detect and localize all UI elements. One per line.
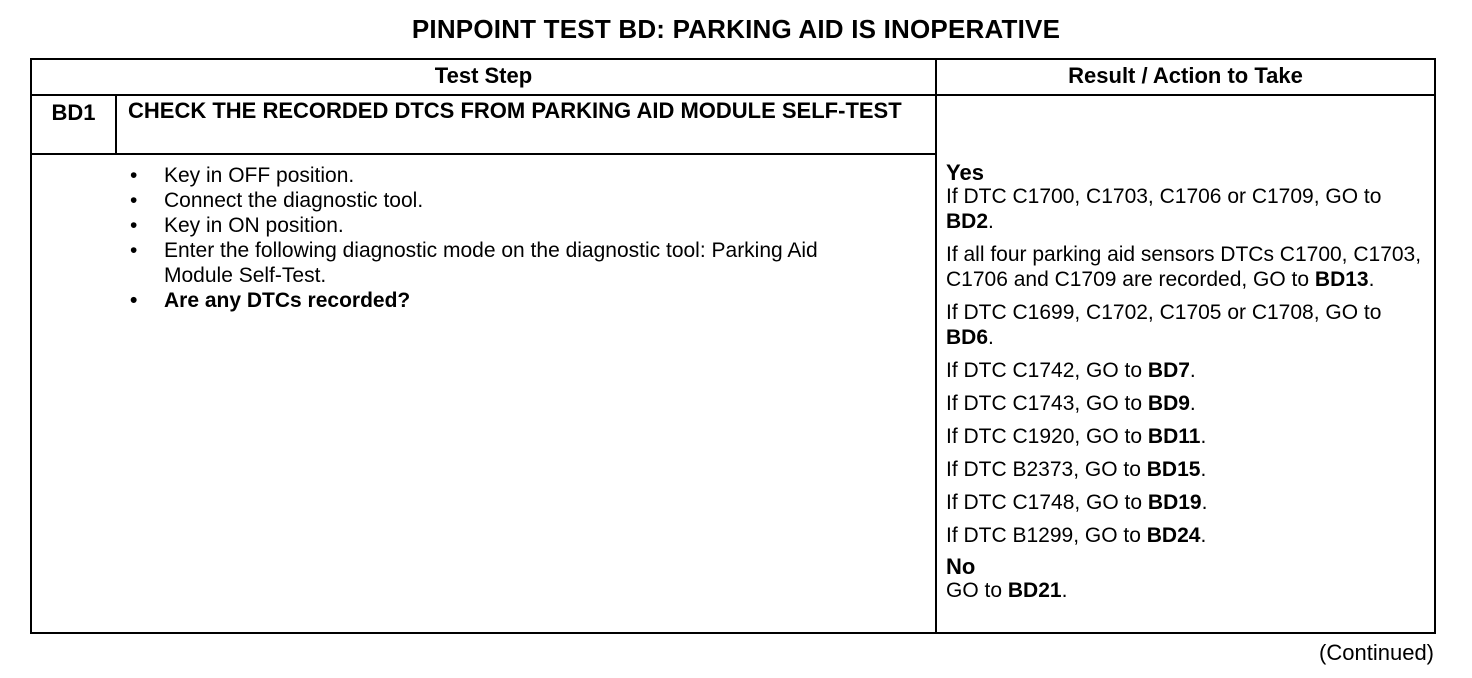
- instruction-item: [120, 163, 930, 188]
- step-id: BD1: [51, 100, 96, 125]
- step-instructions: [120, 163, 930, 313]
- instruction-item: [120, 238, 930, 288]
- bullet-icon: •: [130, 289, 138, 312]
- goto-step: BD7: [1147, 359, 1190, 382]
- result-end: .: [1200, 524, 1207, 547]
- result-text: If DTC C1700, C1703, C1706 or C1709, GO to: [946, 185, 1382, 208]
- instruction-item: [120, 213, 930, 238]
- result-item: [946, 424, 1426, 449]
- instruction-text: Enter the following diagnostic mode on the diagnostic tool: Parking Aid Module Self-Test.: [164, 239, 818, 287]
- test-step-header: Test Step: [434, 63, 533, 88]
- result-text: If DTC C1748, GO to: [946, 491, 1148, 514]
- result-text: If DTC B1299, GO to: [946, 524, 1147, 547]
- result-action-header: Result / Action to Take: [1068, 63, 1303, 88]
- result-item: [946, 242, 1426, 292]
- step-title-divider: [32, 153, 937, 155]
- result-end: .: [1200, 458, 1207, 481]
- bullet-icon: •: [130, 239, 138, 262]
- goto-step: BD24: [1146, 524, 1201, 547]
- result-text: If all four parking aid sensors DTCs C1700, C1703, C1706 and C1709 are recorded, GO to: [946, 243, 1422, 291]
- result-text: If DTC B2373, GO to: [946, 458, 1147, 481]
- result-item: [946, 578, 1426, 603]
- goto-step: BD21: [1007, 579, 1062, 602]
- goto-step: BD6: [946, 326, 989, 349]
- goto-step: BD13: [1314, 268, 1369, 291]
- step-id-divider: [115, 96, 117, 155]
- bullet-icon: •: [130, 164, 138, 187]
- result-item: [946, 358, 1426, 383]
- result-end: .: [988, 326, 994, 349]
- result-item: [946, 523, 1426, 548]
- result-end: .: [1189, 392, 1196, 415]
- result-text: If DTC C1742, GO to: [946, 359, 1148, 382]
- instruction-text: Connect the diagnostic tool.: [164, 189, 424, 212]
- goto-step: BD15: [1146, 458, 1201, 481]
- result-end: .: [1061, 579, 1068, 602]
- instruction-text: Key in ON position.: [164, 214, 344, 237]
- result-item: [946, 490, 1426, 515]
- instruction-text: Key in OFF position.: [164, 164, 355, 187]
- bullet-icon: •: [130, 214, 138, 237]
- result-text: If DTC C1743, GO to: [946, 392, 1148, 415]
- page-title: PINPOINT TEST BD: PARKING AID IS INOPERATIVE: [411, 14, 1061, 44]
- goto-step: BD19: [1147, 491, 1202, 514]
- yes-label: Yes: [946, 160, 984, 185]
- result-actions: [946, 160, 1426, 611]
- result-end: .: [1200, 425, 1207, 448]
- header-divider: [32, 94, 1434, 96]
- bullet-icon: •: [130, 189, 138, 212]
- goto-step: BD9: [1147, 392, 1190, 415]
- result-item: [946, 457, 1426, 482]
- continued-note: (Continued): [1319, 640, 1434, 665]
- pinpoint-test-table: [30, 58, 1436, 634]
- goto-step: BD2: [946, 210, 989, 233]
- result-item: [946, 184, 1426, 234]
- result-text: If DTC C1920, GO to: [946, 425, 1148, 448]
- no-label: No: [946, 554, 976, 579]
- instruction-item: [120, 188, 930, 213]
- result-end: .: [988, 210, 994, 233]
- goto-step: BD11: [1147, 425, 1201, 448]
- column-divider: [935, 60, 937, 632]
- result-end: .: [1368, 268, 1375, 291]
- result-text: If DTC C1699, C1702, C1705 or C1708, GO to: [946, 301, 1382, 324]
- step-title: CHECK THE RECORDED DTCS FROM PARKING AID MODULE SELF-TEST: [128, 98, 902, 123]
- result-end: .: [1201, 491, 1208, 514]
- result-text: GO to: [946, 579, 1008, 602]
- instruction-question: Are any DTCs recorded?: [164, 289, 411, 312]
- instruction-item: [120, 288, 930, 313]
- result-end: .: [1189, 359, 1196, 382]
- result-item: [946, 391, 1426, 416]
- result-item: [946, 300, 1426, 350]
